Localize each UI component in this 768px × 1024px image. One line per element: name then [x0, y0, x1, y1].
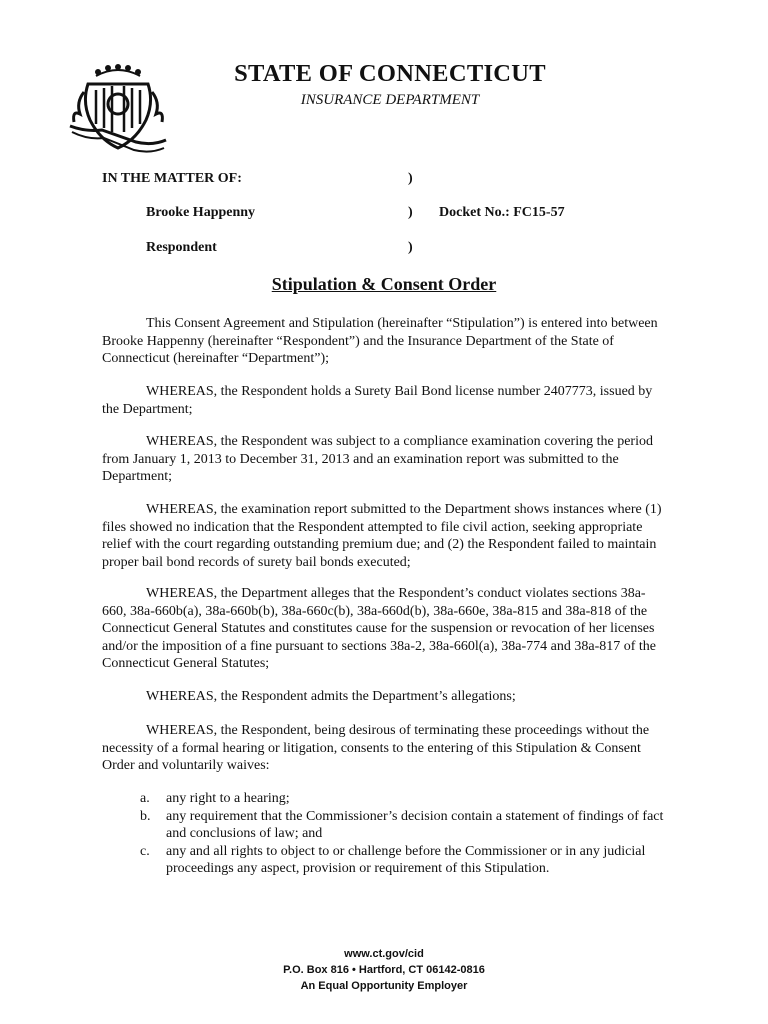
paragraph: [102, 433, 662, 486]
list-letter: b.: [140, 808, 151, 824]
list-item: [140, 843, 680, 878]
footer-address: P.O. Box 816 • Hartford, CT 06142-0816: [283, 964, 485, 976]
paragraph-text: WHEREAS, the Department alleges that the Respondent’s conduct violates sections 38a-660, 38a-660b(a), 38a-660b(b), 38a-660c(b), 38a-660d(b), 38a-660e, 38a-815 and 38a-818 of the Connecticut General Statutes and constitutes cause for the suspension or revocation of her licenses and/or the imposition of a fine pursuant to sections 38a-2, 38a-660l(a), 38a-774 and 38a-817 of the Connecticut General Statutes;: [102, 586, 657, 671]
connecticut-state-seal-icon: [66, 62, 170, 158]
list-text: any and all rights to object to or challenge before the Commissioner or in any judicial proceedings any aspect, provision or requirement of this Stipulation.: [166, 843, 646, 876]
document-title: Stipulation & Consent Order: [271, 274, 497, 294]
list-item: [140, 790, 680, 808]
list-letter: a.: [140, 791, 150, 806]
caption-paren: ): [408, 205, 413, 220]
list-text: any requirement that the Commissioner’s decision contain a statement of findings of fact and conclusions of law; and: [166, 808, 664, 841]
caption-paren: ): [408, 171, 413, 186]
paragraph-text: WHEREAS, the examination report submitted to the Department shows instances where (1) files showed no indication that the Respondent attempted to file civil action, seeking appropriate relief with the court regarding outstanding premium due; and (2) the Respondent failed to maintain proper bail bond records of surety bail bonds executed;: [102, 502, 662, 570]
footer-website: www.ct.gov/cid: [344, 948, 424, 960]
list-text: any right to a hearing;: [166, 791, 290, 806]
paragraph-text: WHEREAS, the Respondent, being desirous of terminating these proceedings without the necessity of a formal hearing or litigation, consents to the entering of this Stipulation & Consent Order and voluntarily waives:: [102, 723, 650, 773]
paragraph: [102, 688, 662, 706]
caption-paren: ): [408, 240, 413, 255]
waiver-list: [140, 790, 680, 878]
paragraph: [102, 501, 662, 571]
respondent-label: Respondent: [146, 240, 217, 255]
list-letter: c.: [140, 843, 150, 859]
paragraph-text: This Consent Agreement and Stipulation (hereinafter “Stipulation”) is entered into between Brooke Happenny (hereinafter “Respondent”) and the Insurance Department of the State of Connecticut (hereinafter “Department”);: [102, 316, 658, 366]
respondent-name: Brooke Happenny: [146, 205, 256, 220]
paragraph-text: WHEREAS, the Respondent holds a Surety Bail Bond license number 2407773, issued by the Department;: [102, 384, 653, 417]
docket-number: Docket No.: FC15-57: [439, 205, 565, 220]
paragraph: [102, 585, 662, 673]
paragraph: [102, 722, 662, 775]
paragraph: [102, 315, 662, 368]
department-subtitle: INSURANCE DEPARTMENT: [300, 92, 480, 108]
paragraph: [102, 383, 662, 418]
state-title: STATE OF CONNECTICUT: [234, 60, 546, 87]
paragraph-text: WHEREAS, the Respondent was subject to a compliance examination covering the period from January 1, 2013 to December 31, 2013 and an examination report was submitted to the Department;: [102, 434, 653, 484]
paragraph-text: WHEREAS, the Respondent admits the Department’s allegations;: [146, 689, 516, 704]
list-item: [140, 808, 680, 843]
footer-eoe: An Equal Opportunity Employer: [300, 980, 468, 992]
matter-label: IN THE MATTER OF:: [102, 171, 242, 186]
